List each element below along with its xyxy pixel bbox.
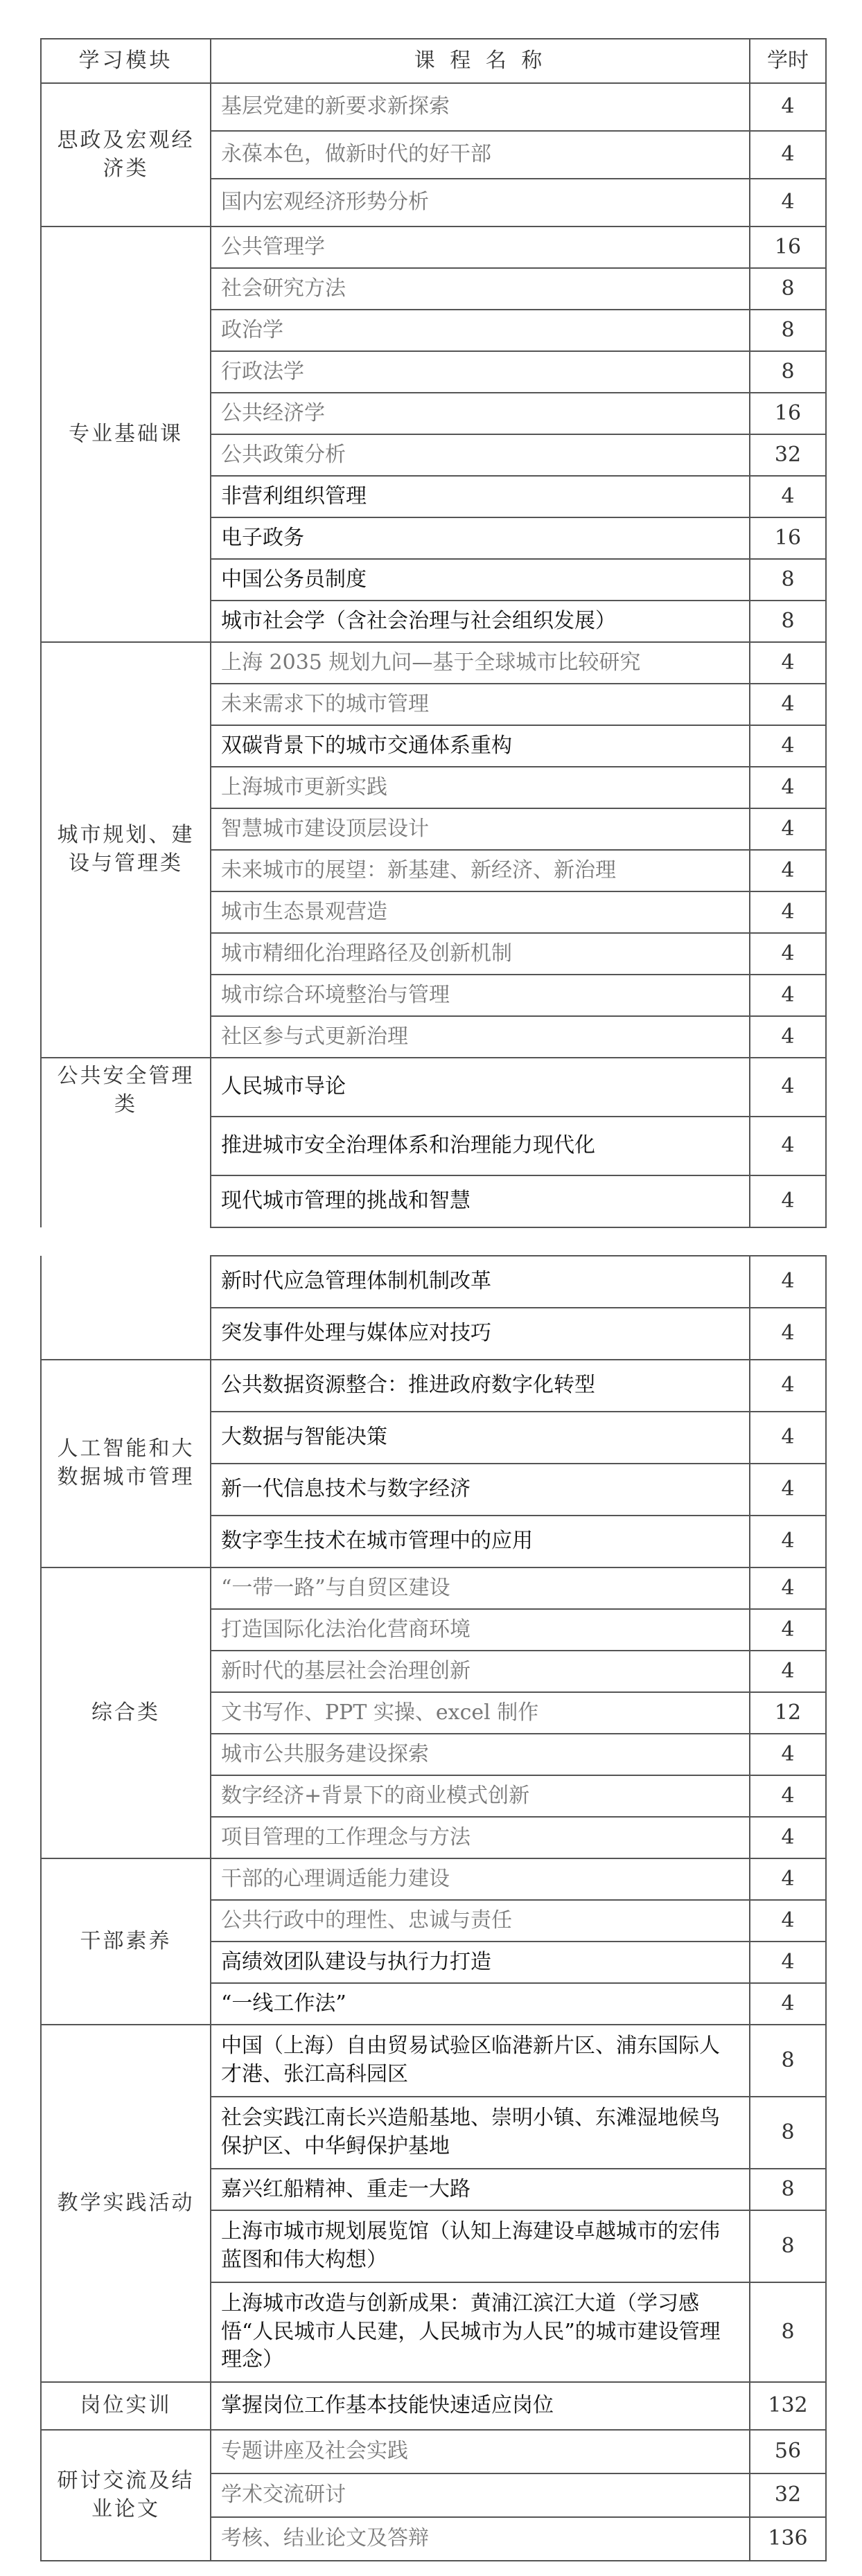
course-hours: 4 <box>750 1734 826 1775</box>
course-hours: 8 <box>750 601 826 642</box>
course-name: 打造国际化法治化营商环境 <box>211 1609 750 1651</box>
module-cell: 专业基础课 <box>41 226 211 642</box>
course-hours: 16 <box>750 393 826 434</box>
course-name: 政治学 <box>211 310 750 351</box>
course-row <box>41 2382 826 2430</box>
course-hours: 8 <box>750 2169 826 2210</box>
course-name: 上海城市更新实践 <box>211 767 750 808</box>
course-hours: 4 <box>750 83 826 131</box>
module-cell <box>41 1256 211 1360</box>
course-table-part2 <box>40 1255 827 2561</box>
course-row <box>41 642 826 684</box>
course-hours: 4 <box>750 1942 826 1983</box>
course-name: 社会研究方法 <box>211 268 750 310</box>
course-name: 新时代应急管理体制机制改革 <box>211 1256 750 1308</box>
course-hours: 4 <box>750 1900 826 1942</box>
course-hours: 4 <box>750 1117 826 1175</box>
course-hours: 4 <box>750 179 826 226</box>
course-name: 高绩效团队建设与执行力打造 <box>211 1942 750 1983</box>
module-cell: 研讨交流及结业论文 <box>41 2430 211 2561</box>
course-hours: 8 <box>750 351 826 393</box>
course-name: 城市生态景观营造 <box>211 891 750 933</box>
course-name: 永葆本色，做新时代的好干部 <box>211 131 750 179</box>
course-name: 城市社会学（含社会治理与社会组织发展） <box>211 601 750 642</box>
course-name: 新一代信息技术与数字经济 <box>211 1464 750 1516</box>
course-hours: 4 <box>750 1412 826 1464</box>
course-name: 数字孪生技术在城市管理中的应用 <box>211 1516 750 1567</box>
course-name: 干部的心理调适能力建设 <box>211 1858 750 1900</box>
course-name: 推进城市安全治理体系和治理能力现代化 <box>211 1117 750 1175</box>
course-name: 文书写作、PPT 实操、excel 制作 <box>211 1692 750 1734</box>
course-hours: 4 <box>750 1609 826 1651</box>
course-hours: 32 <box>750 434 826 476</box>
course-hours: 8 <box>750 2097 826 2169</box>
course-hours: 4 <box>750 933 826 975</box>
course-row <box>41 83 826 131</box>
course-hours: 4 <box>750 1775 826 1817</box>
course-hours: 4 <box>750 1651 826 1692</box>
course-hours: 56 <box>750 2430 826 2473</box>
course-hours: 8 <box>750 310 826 351</box>
course-name: 非营利组织管理 <box>211 476 750 517</box>
course-row <box>41 1567 826 1609</box>
course-hours: 8 <box>750 268 826 310</box>
course-name: 上海市城市规划展览馆（认知上海建设卓越城市的宏伟蓝图和伟大构想） <box>211 2210 750 2282</box>
course-hours: 4 <box>750 975 826 1016</box>
course-name: 社会实践江南长兴造船基地、崇明小镇、东滩湿地候鸟保护区、中华鲟保护基地 <box>211 2097 750 2169</box>
course-row <box>41 1858 826 1900</box>
course-hours: 4 <box>750 1858 826 1900</box>
course-table-part1 <box>40 38 827 1228</box>
course-hours: 4 <box>750 891 826 933</box>
course-row <box>41 2025 826 2097</box>
course-hours: 136 <box>750 2517 826 2561</box>
course-name: 突发事件处理与媒体应对技巧 <box>211 1308 750 1360</box>
course-hours: 4 <box>750 476 826 517</box>
module-cell: 城市规划、建设与管理类 <box>41 642 211 1058</box>
header-row <box>41 39 826 83</box>
course-name: 现代城市管理的挑战和智慧 <box>211 1175 750 1227</box>
course-hours: 16 <box>750 226 826 268</box>
course-hours: 8 <box>750 559 826 601</box>
course-hours: 4 <box>750 1256 826 1308</box>
course-hours: 4 <box>750 684 826 725</box>
course-name: 行政法学 <box>211 351 750 393</box>
course-name: 未来需求下的城市管理 <box>211 684 750 725</box>
course-name: 公共管理学 <box>211 226 750 268</box>
course-name: 大数据与智能决策 <box>211 1412 750 1464</box>
course-name: 公共经济学 <box>211 393 750 434</box>
course-hours: 12 <box>750 1692 826 1734</box>
course-hours: 16 <box>750 517 826 559</box>
module-cell: 思政及宏观经济类 <box>41 83 211 226</box>
course-name: 公共政策分析 <box>211 434 750 476</box>
module-cell: 岗位实训 <box>41 2382 211 2430</box>
course-row <box>41 1360 826 1412</box>
module-cell: 公共安全管理类 <box>41 1058 211 1227</box>
course-row <box>41 2430 826 2473</box>
course-name: 基层党建的新要求新探索 <box>211 83 750 131</box>
header-module: 学习模块 <box>41 39 211 83</box>
course-name: 上海城市改造与创新成果：黄浦江滨江大道（学习感悟“人民城市人民建，人民城市为人民”的城市建设管理理念） <box>211 2282 750 2382</box>
header-course: 课 程 名 称 <box>211 39 750 83</box>
course-name: 考核、结业论文及答辩 <box>211 2517 750 2561</box>
course-hours: 8 <box>750 2210 826 2282</box>
course-name: 学术交流研讨 <box>211 2473 750 2517</box>
course-name: 新时代的基层社会治理创新 <box>211 1651 750 1692</box>
course-hours: 4 <box>750 1175 826 1227</box>
course-row <box>41 226 826 268</box>
course-hours: 4 <box>750 642 826 684</box>
course-name: 双碳背景下的城市交通体系重构 <box>211 725 750 767</box>
course-hours: 132 <box>750 2382 826 2430</box>
course-hours: 4 <box>750 1058 826 1117</box>
course-hours: 4 <box>750 808 826 850</box>
course-name: 中国公务员制度 <box>211 559 750 601</box>
course-name: 城市综合环境整治与管理 <box>211 975 750 1016</box>
course-hours: 8 <box>750 2025 826 2097</box>
course-hours: 4 <box>750 1360 826 1412</box>
course-name: 公共行政中的理性、忠诚与责任 <box>211 1900 750 1942</box>
course-name: 智慧城市建设顶层设计 <box>211 808 750 850</box>
course-name: 项目管理的工作理念与方法 <box>211 1817 750 1858</box>
module-cell: 教学实践活动 <box>41 2025 211 2382</box>
course-hours: 4 <box>750 1567 826 1609</box>
course-hours: 4 <box>750 725 826 767</box>
course-hours: 4 <box>750 1817 826 1858</box>
course-name: 未来城市的展望：新基建、新经济、新治理 <box>211 850 750 891</box>
course-hours: 4 <box>750 850 826 891</box>
course-name: 专题讲座及社会实践 <box>211 2430 750 2473</box>
course-name: 城市精细化治理路径及创新机制 <box>211 933 750 975</box>
course-name: “一线工作法” <box>211 1983 750 2025</box>
course-row <box>41 1058 826 1117</box>
course-name: 城市公共服务建设探索 <box>211 1734 750 1775</box>
course-name: “一带一路”与自贸区建设 <box>211 1567 750 1609</box>
course-row <box>41 1256 826 1308</box>
header-hours: 学时 <box>750 39 826 83</box>
course-hours: 4 <box>750 1016 826 1058</box>
course-name: 数字经济+背景下的商业模式创新 <box>211 1775 750 1817</box>
course-name: 掌握岗位工作基本技能快速适应岗位 <box>211 2382 750 2430</box>
course-hours: 4 <box>750 1308 826 1360</box>
course-name: 人民城市导论 <box>211 1058 750 1117</box>
course-name: 公共数据资源整合：推进政府数字化转型 <box>211 1360 750 1412</box>
course-hours: 4 <box>750 1464 826 1516</box>
course-name: 国内宏观经济形势分析 <box>211 179 750 226</box>
module-cell: 人工智能和大数据城市管理 <box>41 1360 211 1567</box>
course-name: 中国（上海）自由贸易试验区临港新片区、浦东国际人才港、张江高科园区 <box>211 2025 750 2097</box>
course-hours: 4 <box>750 131 826 179</box>
course-name: 嘉兴红船精神、重走一大路 <box>211 2169 750 2210</box>
course-name: 社区参与式更新治理 <box>211 1016 750 1058</box>
course-name: 电子政务 <box>211 517 750 559</box>
course-hours: 32 <box>750 2473 826 2517</box>
module-cell: 综合类 <box>41 1567 211 1858</box>
module-cell: 干部素养 <box>41 1858 211 2025</box>
course-name: 上海 2035 规划九问—基于全球城市比较研究 <box>211 642 750 684</box>
course-hours: 8 <box>750 2282 826 2382</box>
course-hours: 4 <box>750 767 826 808</box>
course-hours: 4 <box>750 1516 826 1567</box>
course-hours: 4 <box>750 1983 826 2025</box>
